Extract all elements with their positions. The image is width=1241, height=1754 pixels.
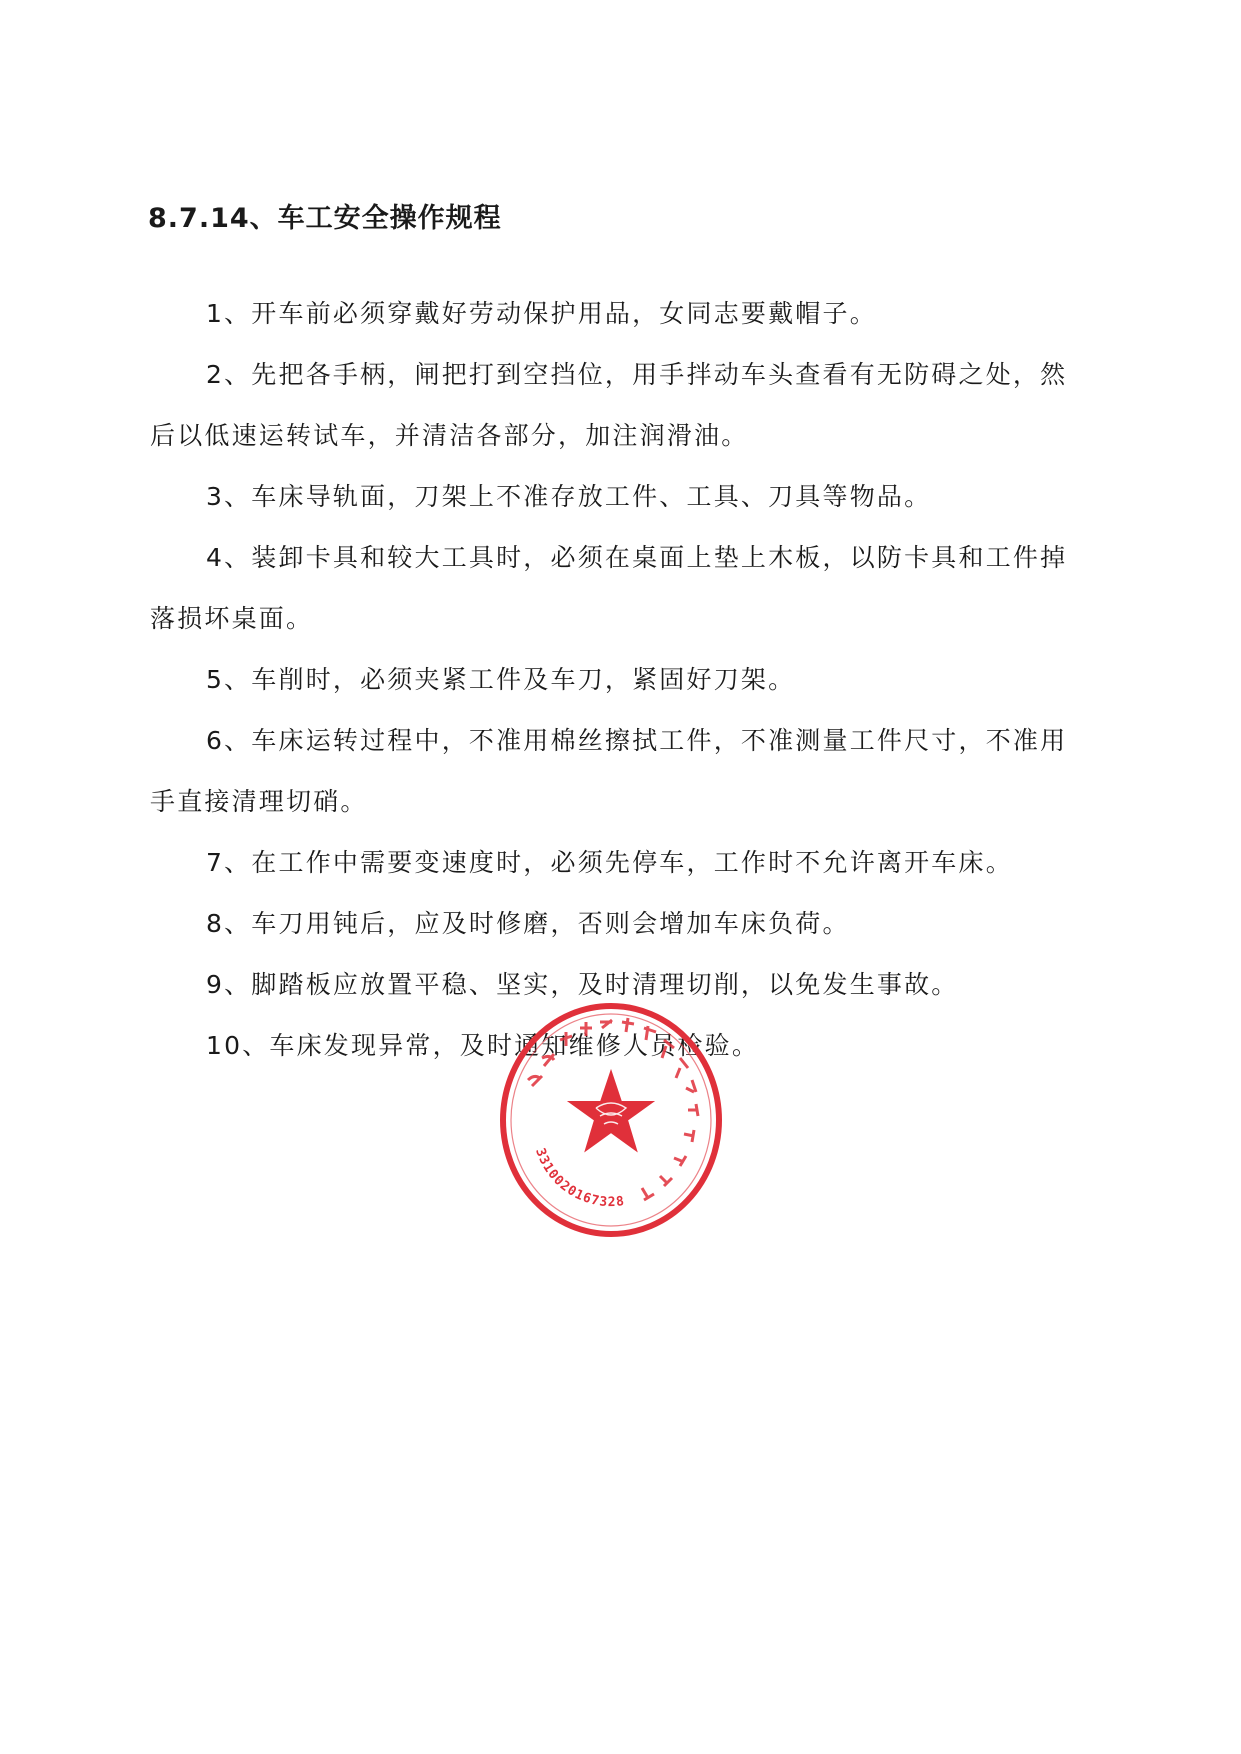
paragraph-9: 9、脚踏板应放置平稳、坚实，及时清理切削，以免发生事故。 xyxy=(206,970,959,999)
paragraph-7: 7、在工作中需要变速度时，必须先停车，工作时不允许离开车床。 xyxy=(206,848,1013,877)
paragraph-2: 2、先把各手柄，闸把打到空挡位，用手拌动车头查看有无防碍之处，然后以低速运转试车，并清洁各部分，加注润滑油。 xyxy=(150,360,1068,450)
svg-text:3310020167328 xyxy=(532,1146,626,1210)
paragraph-6: 6、车床运转过程中，不准用棉丝擦拭工件，不准测量工件尺寸，不准用手直接清理切硝。 xyxy=(150,726,1068,816)
paragraph-4: 4、装卸卡具和较大工具时，必须在桌面上垫上木板，以防卡具和工件掉落损坏桌面。 xyxy=(150,543,1068,633)
seal-star xyxy=(570,1072,652,1150)
section-title: 8.7.14、车工安全操作规程 xyxy=(148,203,502,234)
paragraph-8: 8、车刀用钝后，应及时修磨，否则会增加车床负荷。 xyxy=(206,909,850,938)
paragraph-10: 10、车床发现异常，及时通知维修人员检验。 xyxy=(206,1031,760,1060)
paragraph-1: 1、开车前必须穿戴好劳动保护用品，女同志要戴帽子。 xyxy=(206,299,877,328)
paragraph-5: 5、车削时，必须夹紧工件及车刀，紧固好刀架。 xyxy=(206,665,796,694)
seal-number: 3310020167328 xyxy=(532,1146,626,1211)
paragraph-3: 3、车床导轨面，刀架上不准存放工件、工具、刀具等物品。 xyxy=(206,482,932,511)
document-body xyxy=(150,283,1070,1076)
